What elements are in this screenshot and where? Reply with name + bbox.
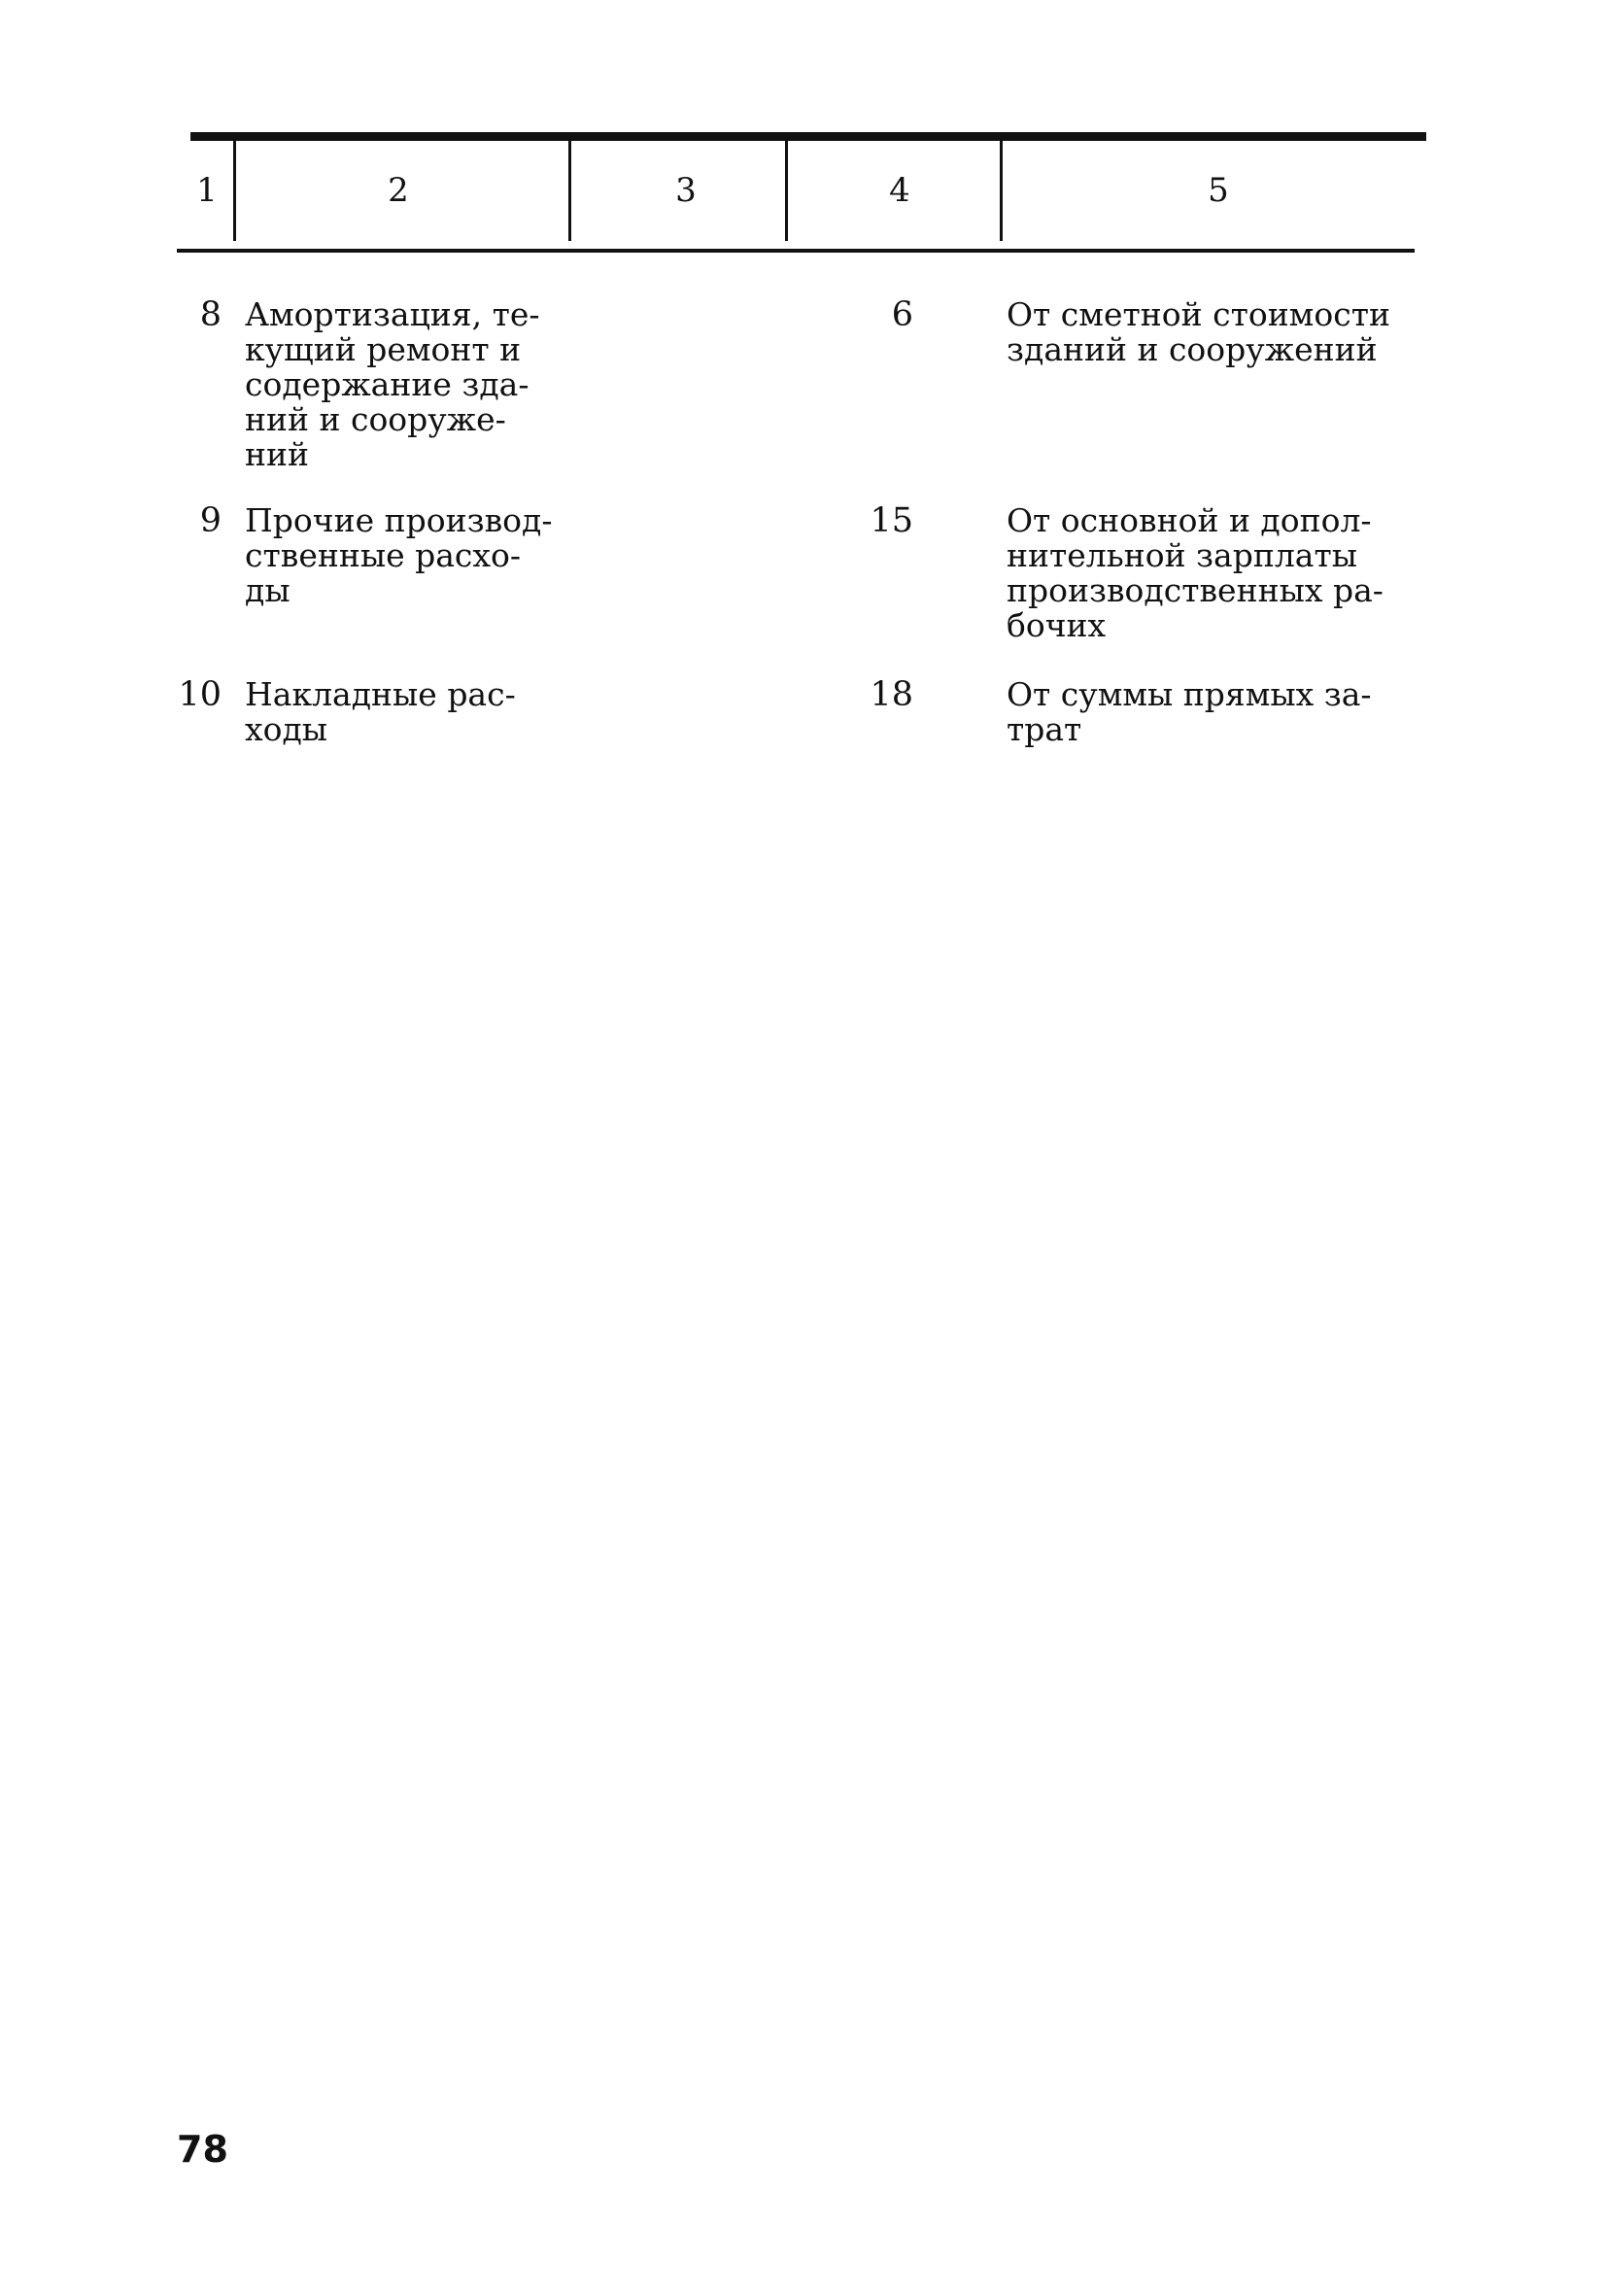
column-divider-1: [233, 141, 236, 241]
header-col-2: 2: [388, 171, 409, 210]
table-top-rule: [190, 132, 1426, 141]
page-number: 78: [177, 2128, 228, 2171]
row-basis: От основной и допол- нительной зарплаты производственных ра- бочих: [1007, 501, 1384, 644]
row-basis: От сметной стоимости зданий и сооружений: [1007, 295, 1390, 368]
header-col-1: 1: [196, 171, 218, 210]
column-divider-3: [785, 141, 788, 241]
row-number: 9: [199, 501, 222, 540]
row-value: 6: [891, 295, 913, 334]
column-divider-2: [568, 141, 571, 241]
row-name: Амортизация, те- кущий ремонт и содержание зда- ний и сооруже- ний: [245, 295, 540, 473]
row-value: 15: [870, 501, 913, 540]
row-number: 8: [199, 295, 222, 334]
header-col-3: 3: [675, 171, 697, 210]
row-basis: От суммы прямых за- трат: [1007, 675, 1372, 748]
row-name: Накладные рас- ходы: [245, 675, 516, 748]
table-header-rule: [177, 249, 1415, 253]
column-divider-4: [1000, 141, 1003, 241]
header-col-5: 5: [1208, 171, 1229, 210]
header-col-4: 4: [889, 171, 910, 210]
row-name: Прочие производ- ственные расхо- ды: [245, 501, 553, 609]
row-number: 10: [178, 675, 222, 714]
row-value: 18: [870, 675, 913, 714]
